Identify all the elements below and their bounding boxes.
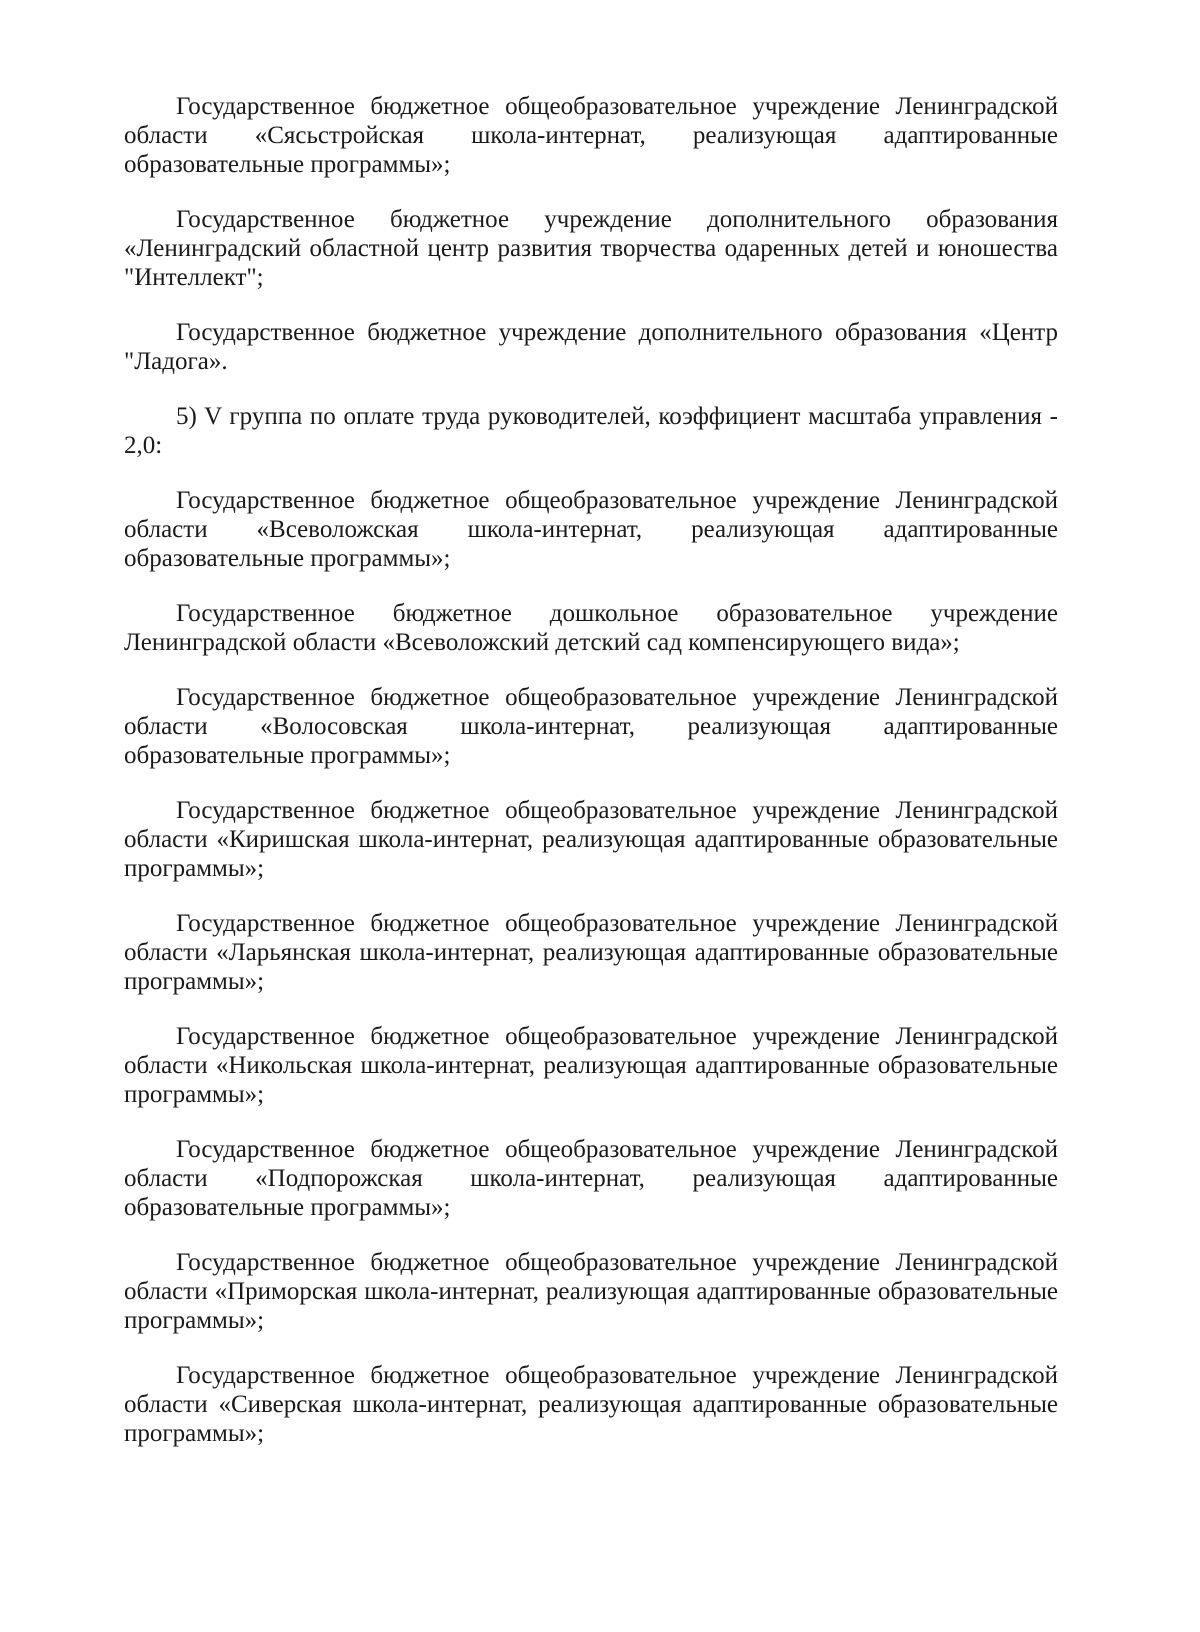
paragraph-nikolskoe-school: Государственное бюджетное общеобразовательное учреждение Ленинградской области «Никольская школа-интернат, реализующая адаптированные образовательные программы»;: [124, 1023, 1058, 1108]
paragraph-laryan-school: Государственное бюджетное общеобразовательное учреждение Ленинградской области «Ларьянская школа-интернат, реализующая адаптированные образовательные программы»;: [124, 910, 1058, 995]
paragraph-podporozhye-school: Государственное бюджетное общеобразовательное учреждение Ленинградской области «Подпорожская школа-интернат, реализующая адаптированные образовательные программы»;: [124, 1136, 1058, 1221]
paragraph-syasstroy-school: Государственное бюджетное общеобразовательное учреждение Ленинградской области «Сясьстройская школа-интернат, реализующая адаптированные образовательные программы»;: [124, 93, 1058, 178]
paragraph-kirishi-school: Государственное бюджетное общеобразовательное учреждение Ленинградской области «Киришская школа-интернат, реализующая адаптированные образовательные программы»;: [124, 797, 1058, 882]
paragraph-group-v-heading: 5) V группа по оплате труда руководителей, коэффициент масштаба управления - 2,0:: [124, 403, 1058, 459]
paragraph-intellekt-center: Государственное бюджетное учреждение дополнительного образования «Ленинградский областной центр развития творчества одаренных детей и юношества "Интеллект";: [124, 206, 1058, 291]
paragraph-siverskiy-school: Государственное бюджетное общеобразовательное учреждение Ленинградской области «Сиверская школа-интернат, реализующая адаптированные образовательные программы»;: [124, 1362, 1058, 1447]
paragraph-vsevolozhsk-kindergarten: Государственное бюджетное дошкольное образовательное учреждение Ленинградской области «Всеволожский детский сад компенсирующего вида»;: [124, 600, 1058, 656]
paragraph-vsevolozhsk-school: Государственное бюджетное общеобразовательное учреждение Ленинградской области «Всеволожская школа-интернат, реализующая адаптированные образовательные программы»;: [124, 487, 1058, 572]
paragraph-ladoga-center: Государственное бюджетное учреждение дополнительного образования «Центр "Ладога».: [124, 319, 1058, 375]
document-page: [124, 92, 1058, 1474]
paragraph-volosovo-school: Государственное бюджетное общеобразовательное учреждение Ленинградской области «Волосовская школа-интернат, реализующая адаптированные образовательные программы»;: [124, 684, 1058, 769]
paragraph-primorsk-school: Государственное бюджетное общеобразовательное учреждение Ленинградской области «Приморская школа-интернат, реализующая адаптированные образовательные программы»;: [124, 1249, 1058, 1334]
